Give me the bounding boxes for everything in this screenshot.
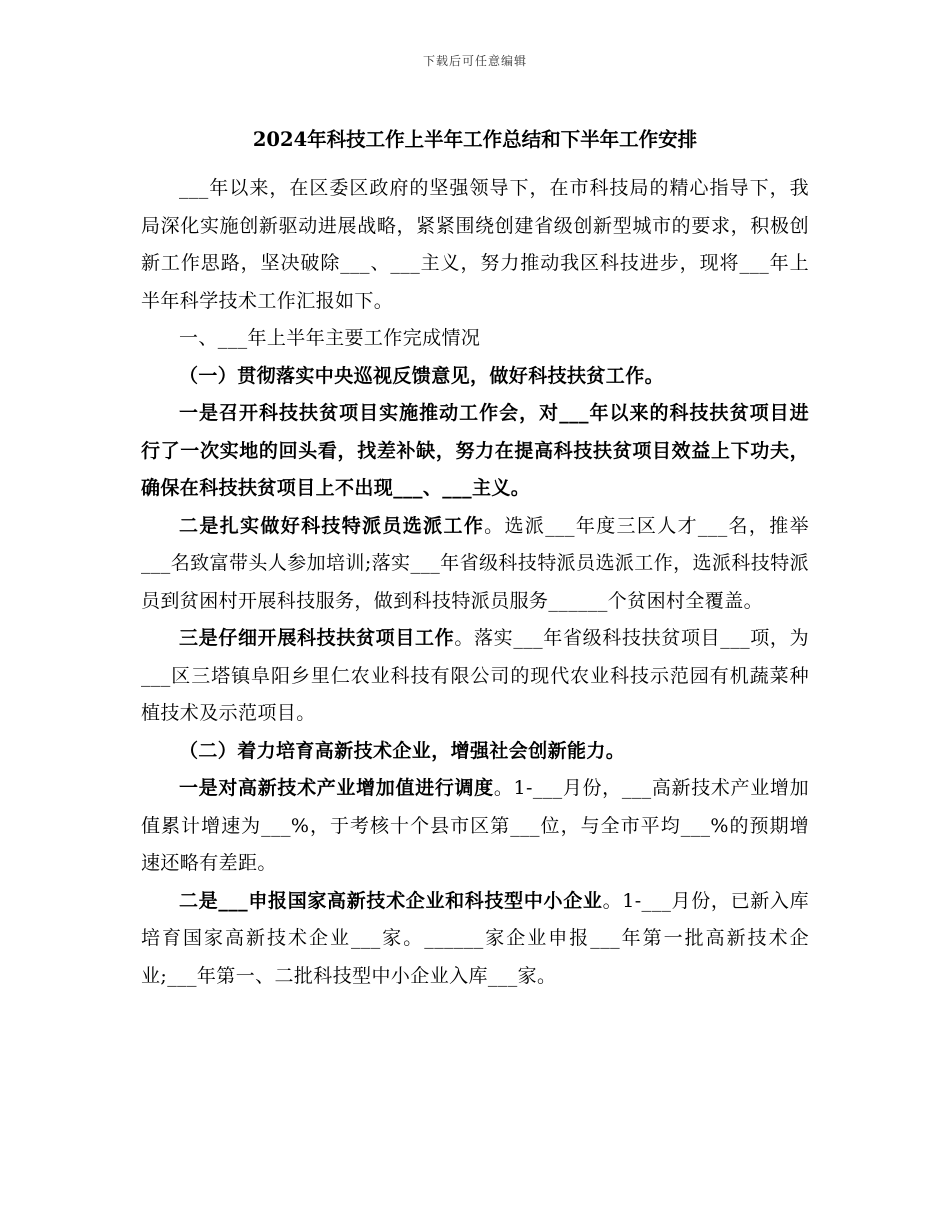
paragraph-text: 。1-___月份，___高新技术产业增加值累计增速为___%，于考核十个县市区第___位，与全市平均___%的预期增速还略有差距。 xyxy=(141,777,809,874)
paragraph-lead: 二是___申报国家高新技术企业和科技型中小企业 xyxy=(179,889,603,912)
paragraph-poverty-meeting: 一是召开科技扶贫项目实施推动工作会，对___年以来的科技扶贫项目进行了一次实地的回头看，找差补缺，努力在提高科技扶贫项目效益上下功夫，确保在科技扶贫项目上不出现___、___主义。 xyxy=(141,402,809,499)
paragraph-lead: 三是仔细开展科技扶贫项目工作 xyxy=(179,627,455,649)
subsection-heading-1: （一）贯彻落实中央巡视反馈意见，做好科技扶贫工作。 xyxy=(179,364,665,387)
paragraph-text: 。落实___年省级科技扶贫项目___项，为___区三塔镇阜阳乡里仁农业科技有限公司的现代农业科技示范园有机蔬菜种植技术及示范项目。 xyxy=(141,627,809,724)
paragraph-text: 。1-___月份，已新入库培育国家高新技术企业___家。______家企业申报___年第一批高新技术企业;___年第一、二批科技型中小企业入库___家。 xyxy=(141,889,809,987)
page-header-note: 下载后可任意编辑 xyxy=(422,54,527,68)
section-heading-1: 一、___年上半年主要工作完成情况 xyxy=(179,327,481,349)
subsection-heading-2: （二）着力培育高新技术企业，增强社会创新能力。 xyxy=(179,739,626,762)
paragraph-hightech-enterprise xyxy=(141,883,809,996)
intro-paragraph: ___年以来，在区委区政府的坚强领导下，在市科技局的精心指导下，我局深化实施创新驱动进展战略，紧紧围绕创建省级创新型城市的要求，积极创新工作思路，坚决破除___、___主义，努力推动我区科技进步，现将___年上半年科学技术工作汇报如下。 xyxy=(141,177,809,312)
paragraph-lead: 一是对高新技术产业增加值进行调度 xyxy=(179,777,494,799)
paragraph-hightech-value xyxy=(141,770,809,883)
paragraph-text: 。选派___年度三区人才___名，推举___名致富带头人参加培训;落实___年省级科技特派员选派工作，选派科技特派员到贫困村开展科技服务，做到科技特派员服务______个贫困村全覆盖。 xyxy=(141,514,809,612)
document-title: 2024年科技工作上半年工作总结和下半年工作安排 xyxy=(252,128,698,151)
paragraph-poverty-projects xyxy=(141,620,809,733)
document-body xyxy=(141,170,809,995)
paragraph-lead: 二是扎实做好科技特派员选派工作 xyxy=(179,514,485,537)
paragraph-tech-commissioner xyxy=(141,508,809,621)
